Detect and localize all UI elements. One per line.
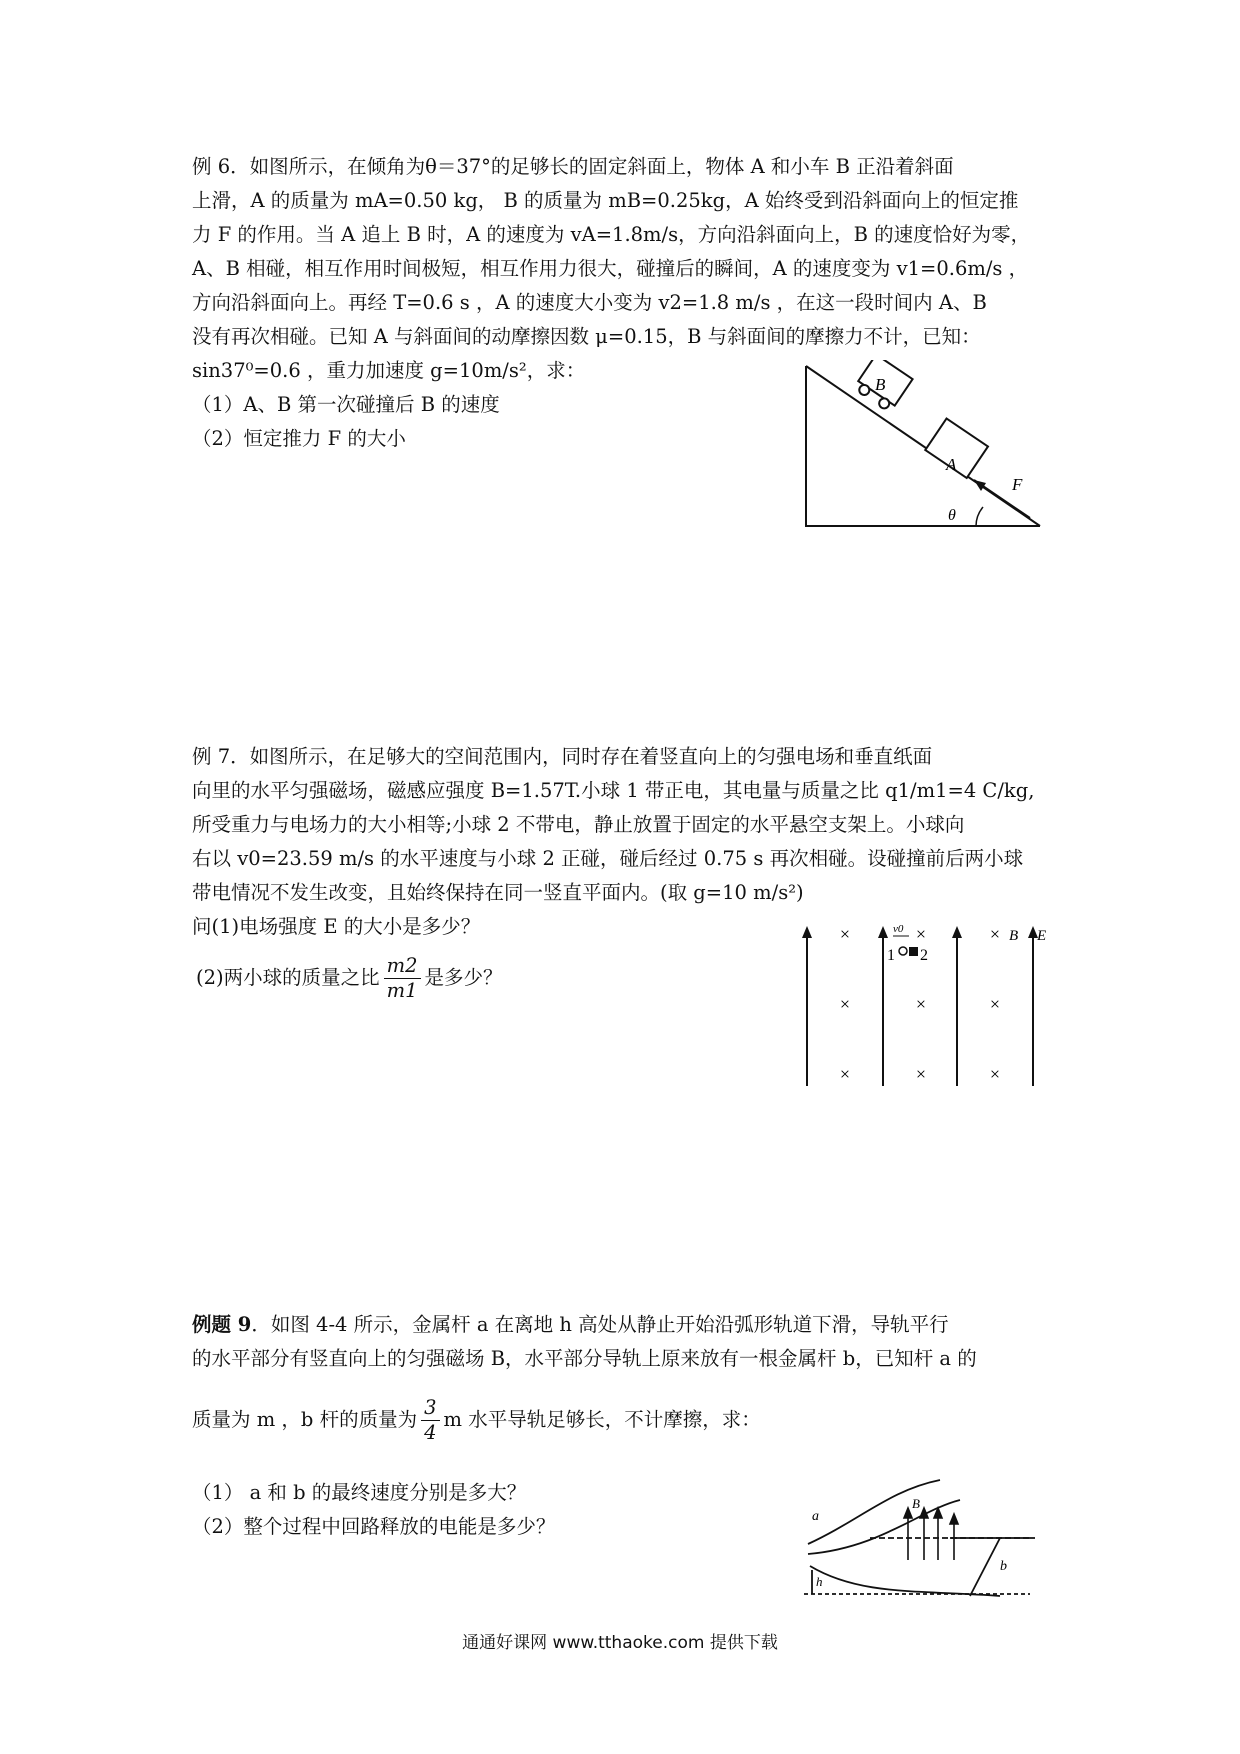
svg-text:×: × [915,1064,927,1084]
block-a [925,419,988,478]
label-ball1: 1 [887,947,895,964]
svg-text:×: × [839,924,851,944]
svg-text:×: × [989,994,1001,1014]
ex6-line-3: 力 F 的作用。当 A 追上 B 时，A 的速度为 vA=1.8m/s，方向沿斜面向上，B 的速度恰好为零， [192,223,1031,246]
label-theta: θ [948,507,956,524]
angle-arc [976,507,983,526]
label-e-field: E [1037,928,1047,944]
ex9-line-2: 的水平部分有竖直向上的匀强磁场 B，水平部分导轨上原来放有一根金属杆 b，已知杆 a 的 [192,1347,977,1370]
curved-rail-outer [808,1480,940,1544]
example-7-text [192,740,1034,944]
page-footer: 通通好课网 www.tthaoke.com 提供下载 [462,1633,778,1653]
ex9-line-1: 例题 9．如图 4-4 所示，金属杆 a 在离地 h 高处从静止开始沿弧形轨道下滑，导轨平行 [192,1313,949,1336]
label-a: a [812,1509,819,1524]
ex7-question-2: (2)两小球的质量之比 $\frac{m2}{m1}$ 是多少？ [196,954,503,1002]
svg-text:×: × [915,924,927,944]
field-figure [795,920,1055,1090]
ex6-line-4: A、B 相碰，相互作用时间极短，相互作用力很大，碰撞后的瞬间，A 的速度变为 v1=0.6m/s ， [192,257,1029,280]
ex7-line-1: 例 7．如图所示，在足够大的空间范围内，同时存在着竖直向上的匀强电场和垂直纸面 [192,745,933,768]
ex6-question-2: （2）恒定推力 F 的大小 [192,427,406,450]
ex6-line-6: 没有再次相碰。已知 A 与斜面间的动摩擦因数 μ=0.15，B 与斜面间的摩擦力不计，已知： [192,325,981,348]
ex9-question-2: （2）整个过程中回路释放的电能是多少？ [192,1515,556,1538]
label-a: A [946,455,957,474]
rail-figure [800,1470,1045,1600]
label-ball2: 2 [920,947,928,964]
ex7-line-4: 右以 v0=23.59 m/s 的水平速度与小球 2 正碰，碰后经过 0.75 s 再次相碰。设碰撞前后两小球 [192,847,1024,870]
ex7-question-1: 问(1)电场强度 E 的大小是多少？ [192,915,481,938]
label-b-rod: b [1000,1559,1007,1574]
ex6-line-2: 上滑，A 的质量为 mA=0.50 kg， B 的质量为 mB=0.25kg，A 始终受到沿斜面向上的恒定推 [192,189,1019,212]
ex7-line-5: 带电情况不发生改变，且始终保持在同一竖直平面内。(取 g=10 m/s²) [192,881,804,904]
label-f: F [1012,475,1023,494]
svg-text:×: × [839,994,851,1014]
label-b: B [875,375,886,394]
svg-text:×: × [839,1064,851,1084]
mass-fraction: $\frac{3}{4}$ [421,1396,439,1445]
label-b-field: B [1009,928,1019,944]
incline-figure [800,360,1050,540]
label-h: h [816,1574,823,1589]
ex6-line-7: sin37⁰=0.6 ，重力加速度 g=10m/s²，求： [192,359,586,382]
ex9-question-1: （1） a 和 b 的最终速度分别是多大？ [192,1481,527,1504]
ball-1 [899,947,907,955]
label-b-field: B [912,1496,920,1511]
mass-ratio-fraction: $\frac{m2}{m1}$ [384,954,421,1003]
svg-text:×: × [989,1064,1001,1084]
ex6-line-5: 方向沿斜面向上。再经 T=0.6 s ，A 的速度大小变为 v2=1.8 m/s ，在这一段时间内 A、B [192,291,987,314]
svg-text:×: × [915,994,927,1014]
ex6-question-1: （1）A、B 第一次碰撞后 B 的速度 [192,393,500,416]
ex7-line-3: 所受重力与电场力的大小相等;小球 2 不带电，静止放置于固定的水平悬空支架上。小球向 [192,813,965,836]
ex7-line-2: 向里的水平匀强磁场，磁感应强度 B=1.57T.小球 1 带正电，其电量与质量之比 q1/m1=4 C/kg, [192,779,1035,802]
example-9-text [192,1308,977,1376]
ex9-line-3: 质量为 m ，b 杆的质量为 $\frac{3}{4}$ m 水平导轨足够长，不计摩擦，求： [192,1396,761,1444]
ex6-line-1: 例 6．如图所示，在倾角为θ＝37°的足够长的固定斜面上，物体 A 和小车 B 正沿着斜面 [192,155,954,178]
svg-text:×: × [989,924,1001,944]
ex9-questions [192,1476,555,1544]
label-v0: v0 [893,923,904,935]
ball-2 [909,947,918,956]
